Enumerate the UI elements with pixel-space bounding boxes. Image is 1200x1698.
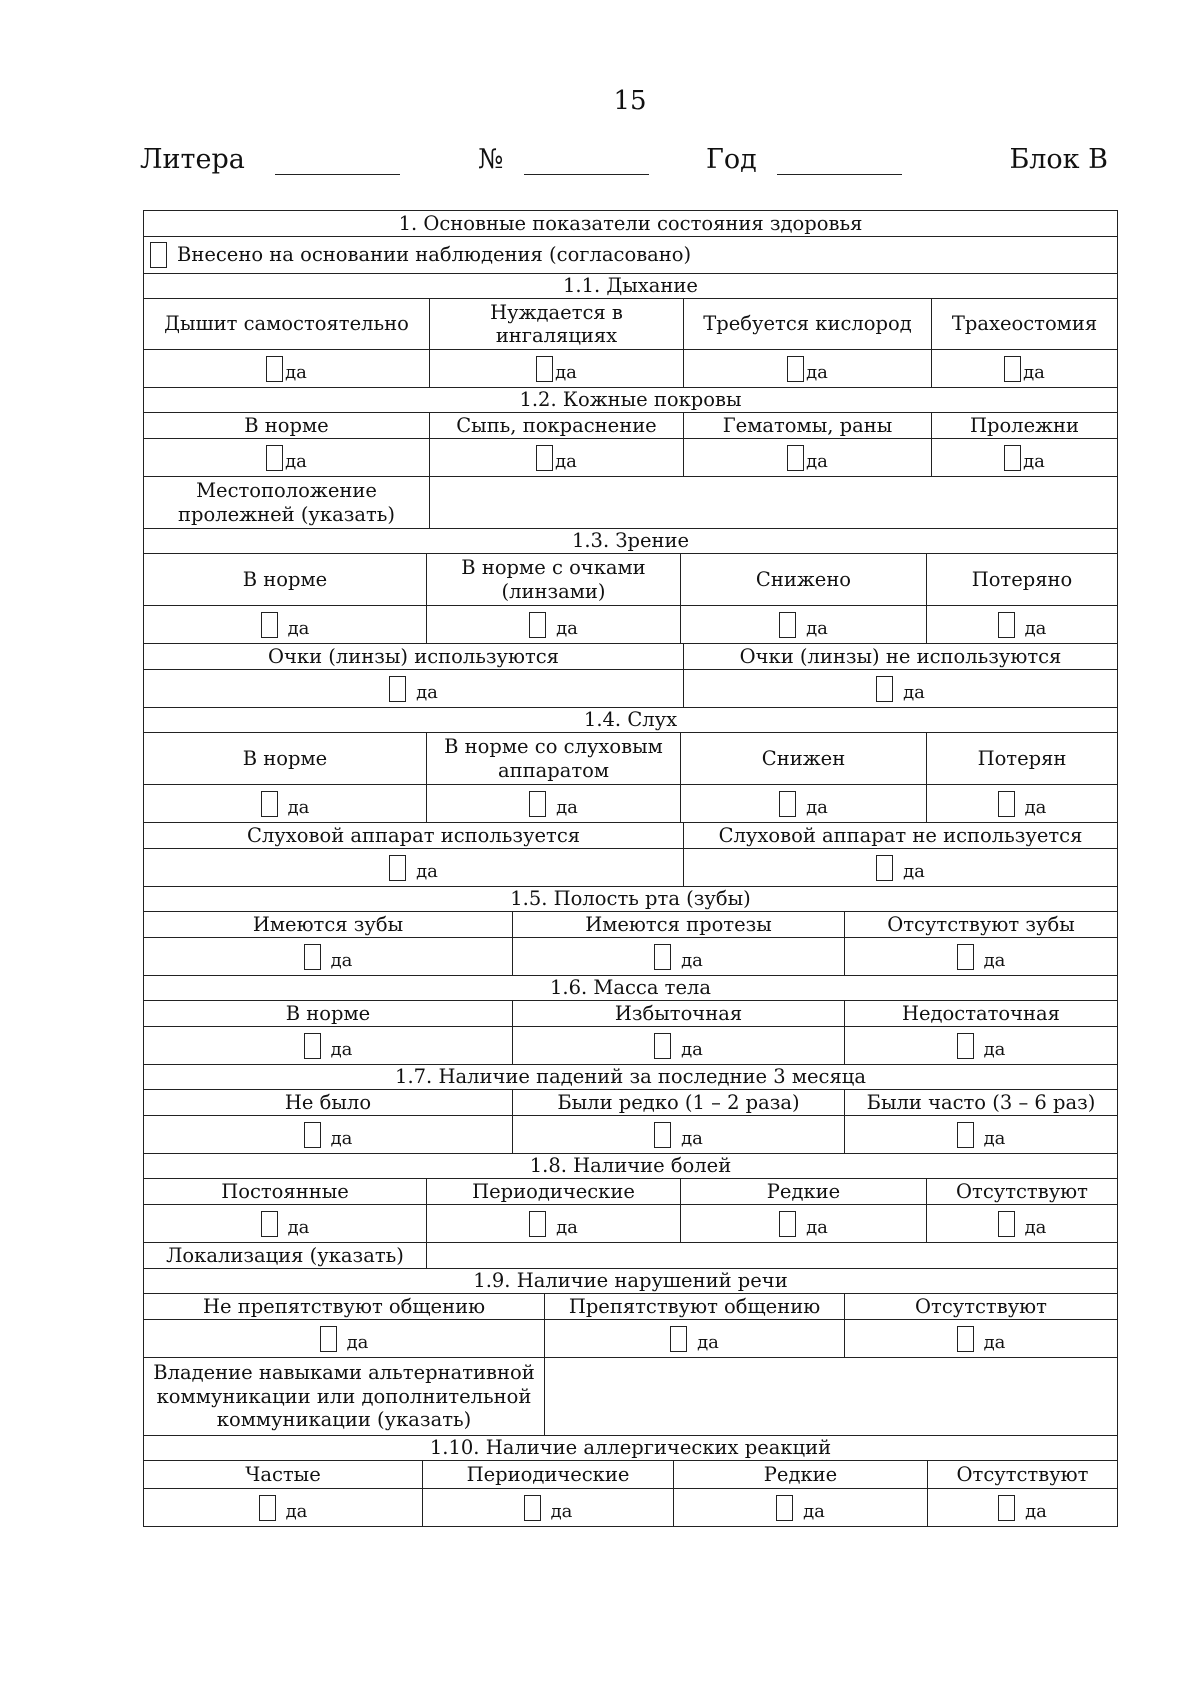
check-cell — [844, 938, 1117, 975]
yes-label: да — [806, 796, 828, 818]
checkbox[interactable] — [998, 612, 1015, 638]
column-header: Были редко (1 – 2 раза) — [512, 1090, 844, 1115]
check-cell — [144, 670, 683, 707]
column-header: Гематомы, раны — [683, 413, 931, 438]
checkbox[interactable] — [1004, 445, 1021, 471]
year-label: Год — [706, 144, 757, 175]
yes-label: да — [803, 1500, 825, 1522]
yes-label: да — [806, 1216, 828, 1238]
health-form — [143, 210, 1118, 1527]
column-header: Нуждается в ингаляциях — [429, 299, 683, 349]
checkbox[interactable] — [654, 1122, 671, 1148]
checkbox[interactable] — [261, 612, 278, 638]
checkbox[interactable] — [261, 791, 278, 817]
yes-label: да — [287, 796, 310, 818]
column-header: Имеются зубы — [252, 912, 404, 936]
column-header: В норме — [242, 746, 328, 770]
observation-checkbox[interactable] — [150, 242, 167, 268]
yes-label: да — [287, 617, 310, 639]
checkbox[interactable] — [266, 445, 283, 471]
checkbox[interactable] — [957, 944, 974, 970]
yes-label: да — [346, 1331, 369, 1353]
check-cell — [144, 350, 429, 387]
section-title: 1.2. Кожные покровы — [519, 388, 742, 412]
column-header: Отсутствуют — [927, 1461, 1117, 1488]
section-title: 1.3. Зрение — [571, 529, 690, 553]
column-header: В норме — [244, 413, 329, 437]
column-header: Частые — [245, 1462, 321, 1486]
checkbox[interactable] — [998, 1495, 1015, 1521]
checkbox[interactable] — [787, 356, 804, 382]
checkbox[interactable] — [529, 612, 546, 638]
yes-label: да — [550, 1500, 573, 1522]
checkbox[interactable] — [957, 1033, 974, 1059]
column-header: Отсутствуют — [844, 1294, 1117, 1319]
section-title: 1.1. Дыхание — [563, 274, 698, 298]
checkbox[interactable] — [529, 1211, 546, 1237]
yes-label: да — [285, 361, 307, 383]
check-cell — [926, 606, 1117, 643]
column-header: В норме — [242, 567, 328, 591]
yes-label: да — [1023, 450, 1045, 472]
section-title: 1.9. Наличие нарушений речи — [473, 1269, 788, 1293]
check-cell — [926, 1205, 1117, 1242]
check-cell — [426, 1205, 680, 1242]
yes-label: да — [555, 450, 577, 472]
yes-label: да — [556, 796, 578, 818]
check-cell — [144, 785, 426, 822]
location-input[interactable] — [426, 1243, 1117, 1268]
checkbox[interactable] — [524, 1495, 541, 1521]
litera-label: Литера — [140, 144, 245, 175]
yes-label: да — [556, 1216, 578, 1238]
checkbox[interactable] — [776, 1495, 793, 1521]
alt-communication-label: Владение навыками альтернативной коммуникации или дополнительной коммуникации (указать) — [153, 1361, 535, 1432]
check-cell — [144, 1027, 512, 1064]
yes-label: да — [983, 1038, 1006, 1060]
alt-communication-input[interactable] — [544, 1358, 1117, 1435]
column-header: Периодические — [422, 1461, 673, 1488]
column-header: Снижено — [680, 554, 926, 605]
location-label: Местоположение пролежней (указать) — [178, 479, 395, 526]
check-cell — [144, 1205, 426, 1242]
section-title: 1. Основные показатели состояния здоровья — [398, 211, 863, 235]
page-number: 15 — [613, 86, 647, 116]
check-cell — [683, 670, 1117, 707]
check-cell — [144, 1320, 544, 1357]
column-header: Сыпь, покраснение — [429, 413, 683, 438]
year-input[interactable] — [777, 148, 902, 175]
section-title: 1.8. Наличие болей — [529, 1154, 732, 1178]
checkbox[interactable] — [779, 1211, 796, 1237]
check-cell — [680, 1205, 926, 1242]
yes-label: да — [1024, 1216, 1047, 1238]
number-input[interactable] — [524, 148, 649, 175]
checkbox[interactable] — [1004, 356, 1021, 382]
column-header: Были часто (3 – 6 раз) — [844, 1090, 1117, 1115]
column-header: Потеряно — [926, 554, 1117, 605]
yes-label: да — [1025, 1500, 1047, 1522]
check-cell — [673, 1489, 927, 1526]
check-cell — [426, 606, 680, 643]
yes-label: да — [555, 361, 577, 383]
checkbox[interactable] — [320, 1326, 337, 1352]
check-cell — [144, 938, 512, 975]
check-cell — [429, 439, 683, 476]
number-field — [478, 144, 649, 175]
checkbox[interactable] — [536, 356, 553, 382]
column-header: Пролежни — [931, 413, 1117, 438]
yes-label: да — [983, 1331, 1006, 1353]
yes-label: да — [903, 681, 925, 703]
checkbox[interactable] — [998, 1211, 1015, 1237]
column-header: Недостаточная — [844, 1001, 1117, 1026]
form-header — [140, 144, 1108, 180]
column-header: В норме — [285, 1001, 371, 1025]
litera-input[interactable] — [275, 148, 400, 175]
check-cell — [144, 849, 683, 886]
yes-label: да — [330, 1127, 353, 1149]
litera-field — [140, 144, 400, 175]
check-cell — [144, 1489, 422, 1526]
checkbox[interactable] — [389, 855, 406, 881]
check-cell — [144, 606, 426, 643]
column-header: Потерян — [926, 733, 1117, 784]
column-header: Не препятствуют общению — [202, 1294, 486, 1318]
section-title: 1.5. Полость рта (зубы) — [510, 887, 751, 911]
yes-label: да — [416, 860, 438, 882]
check-cell — [429, 350, 683, 387]
yes-label: да — [681, 949, 703, 971]
checkbox[interactable] — [261, 1211, 278, 1237]
section-title: 1.7. Наличие падений за последние 3 месяца — [395, 1065, 866, 1089]
check-cell — [927, 1489, 1117, 1526]
yes-label: да — [681, 1127, 703, 1149]
column-header: Отсутствуют зубы — [844, 912, 1117, 937]
column-header: Постоянные — [221, 1179, 349, 1203]
yes-label: да — [681, 1038, 703, 1060]
check-cell — [422, 1489, 673, 1526]
check-cell — [931, 439, 1117, 476]
column-header: Очки (линзы) используются — [268, 644, 559, 668]
yes-label: да — [697, 1331, 719, 1353]
checkbox[interactable] — [304, 1033, 321, 1059]
yes-label: да — [903, 860, 925, 882]
yes-label: да — [285, 1500, 308, 1522]
column-header: Требуется кислород — [683, 299, 931, 349]
checkbox[interactable] — [957, 1326, 974, 1352]
check-cell — [144, 1116, 512, 1153]
checkbox[interactable] — [998, 791, 1015, 817]
column-header: Препятствуют общению — [544, 1294, 844, 1319]
location-label: Локализация (указать) — [166, 1243, 404, 1267]
yes-label: да — [806, 450, 828, 472]
year-field — [706, 144, 902, 175]
location-input[interactable] — [429, 477, 1117, 528]
section-title: 1.6. Масса тела — [549, 976, 711, 1000]
check-cell — [683, 350, 931, 387]
yes-label: да — [287, 1216, 310, 1238]
column-header: Избыточная — [512, 1001, 844, 1026]
column-header: Не было — [284, 1090, 372, 1114]
column-header: Снижен — [680, 733, 926, 784]
yes-label: да — [806, 361, 828, 383]
block-label: Блок В — [1009, 144, 1108, 175]
yes-label: да — [1024, 617, 1047, 639]
check-cell — [680, 785, 926, 822]
check-cell — [683, 849, 1117, 886]
column-header: Периодические — [426, 1179, 680, 1204]
check-cell — [683, 439, 931, 476]
observation-label: Внесено на основании наблюдения (согласовано) — [177, 243, 692, 267]
checkbox[interactable] — [654, 1033, 671, 1059]
column-header: Слуховой аппарат используется — [246, 823, 581, 847]
check-cell — [512, 1027, 844, 1064]
checkbox[interactable] — [654, 944, 671, 970]
yes-label: да — [983, 949, 1006, 971]
check-cell — [512, 1116, 844, 1153]
checkbox[interactable] — [670, 1326, 687, 1352]
checkbox[interactable] — [779, 612, 796, 638]
column-header: Имеются протезы — [512, 912, 844, 937]
section-title: 1.4. Слух — [583, 708, 678, 732]
observation-row — [144, 237, 1117, 273]
checkbox[interactable] — [779, 791, 796, 817]
checkbox[interactable] — [787, 445, 804, 471]
checkbox[interactable] — [876, 855, 893, 881]
column-header: Очки (линзы) не используются — [683, 644, 1117, 669]
yes-label: да — [556, 617, 578, 639]
yes-label: да — [1023, 361, 1045, 383]
yes-label: да — [983, 1127, 1006, 1149]
check-cell — [844, 1027, 1117, 1064]
check-cell — [512, 938, 844, 975]
yes-label: да — [330, 1038, 353, 1060]
checkbox[interactable] — [304, 1122, 321, 1148]
checkbox[interactable] — [876, 676, 893, 702]
check-cell — [931, 350, 1117, 387]
yes-label: да — [330, 949, 353, 971]
checkbox[interactable] — [266, 356, 283, 382]
check-cell — [426, 785, 680, 822]
checkbox[interactable] — [389, 676, 406, 702]
column-header: Редкие — [673, 1461, 927, 1488]
yes-label: да — [416, 681, 438, 703]
checkbox[interactable] — [529, 791, 546, 817]
column-header: В норме со слуховым аппаратом — [426, 733, 680, 784]
check-cell — [844, 1320, 1117, 1357]
column-header: Трахеостомия — [931, 299, 1117, 349]
column-header: Слуховой аппарат не используется — [683, 823, 1117, 848]
checkbox[interactable] — [304, 944, 321, 970]
yes-label: да — [806, 617, 828, 639]
section-title: 1.10. Наличие аллергических реакций — [429, 1436, 832, 1460]
column-header: Отсутствуют — [926, 1179, 1117, 1204]
column-header: В норме с очками (линзами) — [426, 554, 680, 605]
yes-label: да — [285, 450, 307, 472]
yes-label: да — [1024, 796, 1047, 818]
check-cell — [544, 1320, 844, 1357]
check-cell — [844, 1116, 1117, 1153]
column-header: Редкие — [680, 1179, 926, 1204]
checkbox[interactable] — [957, 1122, 974, 1148]
number-label: № — [478, 144, 504, 175]
check-cell — [680, 606, 926, 643]
check-cell — [926, 785, 1117, 822]
column-header: Дышит самостоятельно — [164, 312, 409, 336]
checkbox[interactable] — [259, 1495, 276, 1521]
check-cell — [144, 439, 429, 476]
checkbox[interactable] — [536, 445, 553, 471]
